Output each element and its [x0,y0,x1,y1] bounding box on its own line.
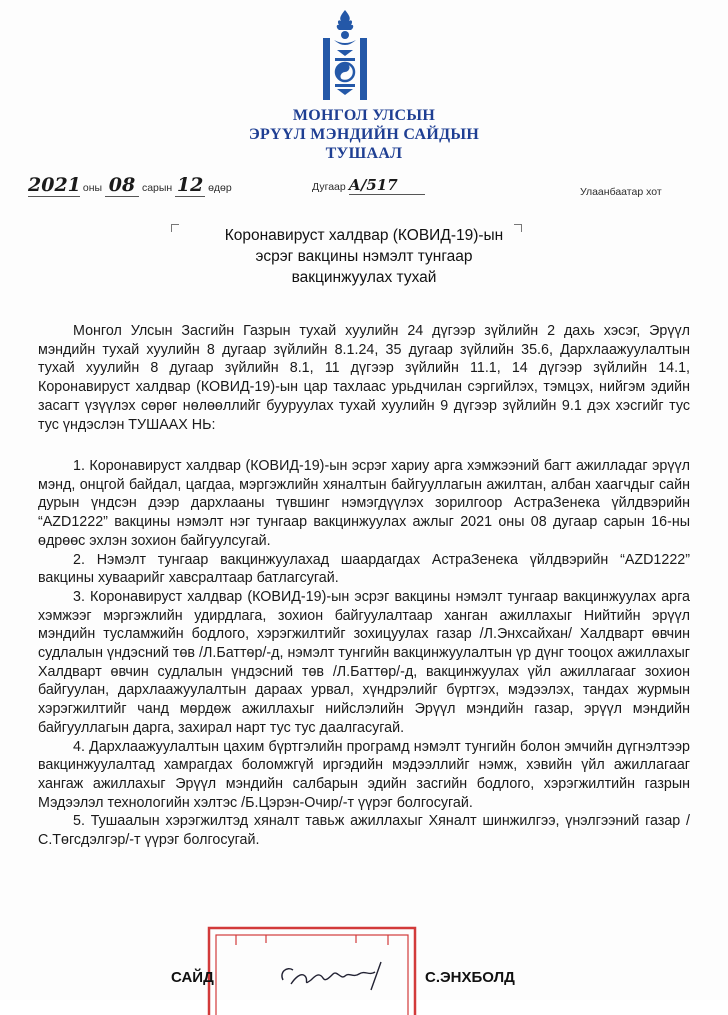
order-title-line3: вакцинжуулах тухай [291,269,437,286]
date-month-suffix: сарын [141,182,173,194]
order-item-4: 4. Дархлаажуулалтын цахим бүртгэлийн програмд нэмэлт тунгийн болон эмчийн дүгнэлтээр вакцинжуулалтад хамрагдах боломжгүй иргэдийн мэдээллийг нэмж, хэвийн үйл ажиллагааг хангаж ажиллахыг Эрүүл мэндийн салбарын эдийн засгийн бодлого, хэрэгжилтийн газрын Мэдээлэл технологийн хэлтэс /Б.Цэрэн-Очир/-т үүрэг болгосугай. [38,738,690,811]
city-label: Улаанбаатар хот [580,186,662,198]
order-number-label: Дугаар [312,181,346,193]
soyombo-emblem-icon [319,8,371,104]
signature-icon [275,958,405,992]
handwritten-signature [275,958,405,992]
ministry-name-line2: ЭРҮҮЛ МЭНДИЙН САЙДЫН [248,126,480,143]
date-day: 12 [176,174,204,196]
signatory-title: САЙД [171,969,214,986]
order-number-field [312,176,425,195]
order-item-5: 5. Тушаалын хэрэгжилтэд хяналт тавьж ажиллахыг Хяналт шинжилгээ, үнэлгээний газар /С.Төгсдэлгэр/-т үүрэг болгосугай. [38,813,690,849]
order-item-2: 2. Нэмэлт тунгаар вакцинжуулахад шаардагдах АстраЗенека үйлдвэрийн “AZD1222” вакцины хуваарийг хавсралтаар батлагсугай. [38,551,690,587]
order-items [38,457,690,850]
order-item-1: 1. Коронавируст халдвар (КОВИД-19)-ын эсрэг хариу арга хэмжээний багт ажилладаг эрүүл мэнд, онцгой байдал, цагдаа, мэргэжлийн хяналтын байгууллагын ажилтан, албан хаагчдыг сайн дурын үндсэн дээр дархлааны түвшинг нэмэгдүүлэх зорилгоор АстраЗенека үйлдвэрийн “AZD1222” вакцины нэмэлт нэг тунгаар вакцинжуулах ажлыг 2021 оны 08 дугаар сарын 16-ны өдрөөс эхлэн зохион байгуулсугай. [38,458,690,549]
order-title-line2: эсрэг вакцины нэмэлт тунгаар [255,248,473,265]
date-day-suffix: өдөр [208,182,232,194]
ministry-name-line1: МОНГОЛ УЛСЫН [292,107,436,124]
preamble-paragraph [38,322,690,434]
order-item-3: 3. Коронавируст халдвар (КОВИД-19)-ын эсрэг вакцины нэмэлт тунгаар вакцинжуулах арга хэмжээг мэргэжлийн удирдлага, зохион байгуулалтаар ханган ажиллахыг Нийтийн эрүүл мэндийн тусламжийн бодлого, хэрэгжилтийг зохицуулах газар /Л.Энхсайхан/ Халдварт өвчин судлалын үндэсний төв /Л.Баттөр/-д, нэмэлт тунгийн вакцинжуулалтын үр дүнг тооцох ажиллахыг Халдварт өвчин судлалын үндэсний төв /Л.Баттөр/-д, вакцинжуулах үйл ажиллагааг зохион байгуулан, дархлаажуулалтын дараах урвал, хүндрэлийг бүртгэх, мэдээлэх, тандах журмын хэрэгжилтийг чанд мөрдөж ажиллахыг нийслэлийн Эрүүл мэндийн газар, эрүүл мэндийн байгууллагын дарга, захирал нарт тус тус даалгасугай. [38,588,690,736]
order-title-line1: Коронавируст халдвар (КОВИД-19)-ын [224,227,504,244]
date-year-suffix: оны [82,182,103,194]
order-number: А/517 [349,176,425,195]
preamble-text: Монгол Улсын Засгийн Газрын тухай хуулийн 24 дүгээр зүйлийн 2 дахь хэсэг, Эрүүл мэндийн тухай хуулийн 8 дугаар зүйлийн 8.1.24, 35 дугаар зүйлийн 35.6, Дархлаажуулалтын тухай хуулийн 8 дугаар зүйлийн 8.1, 11 дүгээр зүйлийн 11.1, 14 дүгээр зүйлийн 14.1, Коронавируст халдвар (КОВИД-19)-ын цар тахлаас урьдчилан сэргийлэх, тэмцэх, нийгэм эдийн засагт үзүүлэх сөрөг нөлөөллийг бууруулах тухай хуулийн 9 дүгээр зүйлийн 9.1 дэх хэсгийг тус тус үндэслэн ТУШААХ НЬ: [38,323,690,433]
date-field [28,174,232,197]
document-type: ТУШААЛ [325,145,403,162]
signatory-name: С.ЭНХБОЛД [425,969,515,986]
date-month: 08 [105,174,139,197]
date-year: 2021 [28,174,81,196]
